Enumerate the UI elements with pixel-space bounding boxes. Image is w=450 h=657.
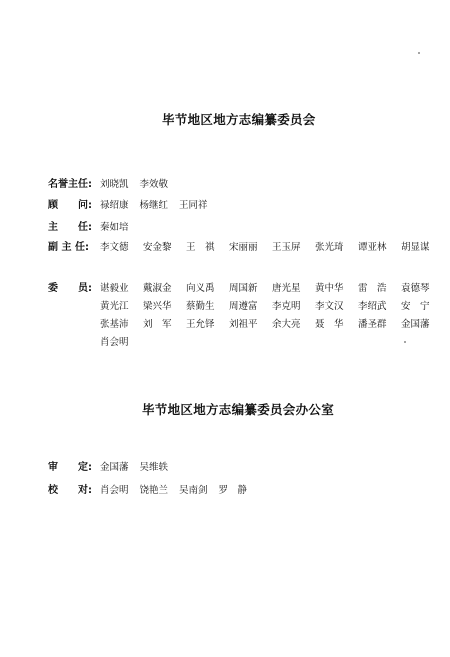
member-name: 周国新	[229, 283, 258, 294]
member-name: 安金黎	[143, 242, 172, 253]
scan-speck	[404, 341, 406, 343]
member-name: 袁德琴	[401, 283, 430, 294]
honorary-director-row	[48, 178, 445, 192]
member-name: 聂 华	[315, 319, 344, 330]
advisor-row	[48, 199, 445, 213]
member-name: 饶艳兰	[139, 485, 169, 496]
member-name: 吴南剑	[179, 485, 208, 496]
member-name: 安 宁	[401, 301, 430, 312]
member-name: 黄中华	[315, 283, 344, 294]
member-name: 梁兴华	[143, 301, 172, 312]
role-label: 名誉主任:	[48, 179, 92, 190]
member-name: 王同祥	[179, 200, 208, 211]
member-name: 余大亮	[272, 319, 301, 330]
member-name: 刘晓凯	[100, 179, 129, 190]
member-name: 李文汉	[315, 301, 344, 312]
reviewer-row	[48, 461, 445, 475]
member-name: 肖会明	[100, 485, 129, 496]
members-row	[48, 282, 445, 354]
member-name: 罗 静	[218, 485, 248, 496]
member-name: 谭亚林	[358, 242, 387, 253]
member-name: 禄绍康	[100, 200, 129, 211]
member-name: 吴维轶	[139, 462, 169, 473]
deputy-director-row	[48, 241, 445, 259]
director-row	[48, 221, 445, 235]
member-name: 刘祖平	[229, 319, 258, 330]
member-name: 黄光江	[100, 301, 129, 312]
member-name: 金国藩	[401, 319, 430, 330]
member-name: 王允铎	[186, 319, 215, 330]
member-name: 雷 浩	[358, 283, 387, 294]
member-name: 胡显谋	[401, 242, 430, 253]
member-name: 唐光星	[272, 283, 301, 294]
member-name: 向义禹	[186, 283, 215, 294]
role-label: 副 主 任:	[48, 242, 89, 253]
member-name: 张光琦	[315, 242, 344, 253]
member-name: 刘 军	[143, 319, 172, 330]
member-name: 张基沛	[100, 319, 129, 330]
member-name: 周遵富	[229, 301, 258, 312]
role-label: 委 员:	[48, 283, 92, 294]
role-label: 校 对:	[48, 485, 92, 496]
member-name: 肖会明	[100, 337, 129, 348]
role-label: 主 任:	[48, 222, 92, 233]
member-name: 杨继红	[139, 200, 169, 211]
member-name: 李克明	[272, 301, 301, 312]
role-label: 审 定:	[48, 462, 92, 473]
member-name: 王 祺	[186, 242, 215, 253]
member-name: 李效敬	[139, 179, 169, 190]
member-name: 潘圣群	[358, 319, 387, 330]
member-name: 李文德	[100, 242, 129, 253]
member-name: 秦如培	[100, 222, 129, 233]
role-label: 顾 问:	[48, 200, 92, 211]
member-name: 谌毅业	[100, 283, 129, 294]
scan-speck	[418, 52, 420, 54]
committee-title: 毕节地区地方志编纂委员会	[162, 112, 316, 127]
member-name: 李绍武	[358, 301, 387, 312]
office-title: 毕节地区地方志编纂委员会办公室	[142, 402, 335, 417]
member-name: 蔡勤生	[186, 301, 215, 312]
member-name: 戴淑金	[143, 283, 172, 294]
member-name: 金国藩	[100, 462, 129, 473]
member-name: 宋丽丽	[229, 242, 258, 253]
member-name: 王玉屏	[272, 242, 301, 253]
proofreader-row	[48, 484, 445, 498]
